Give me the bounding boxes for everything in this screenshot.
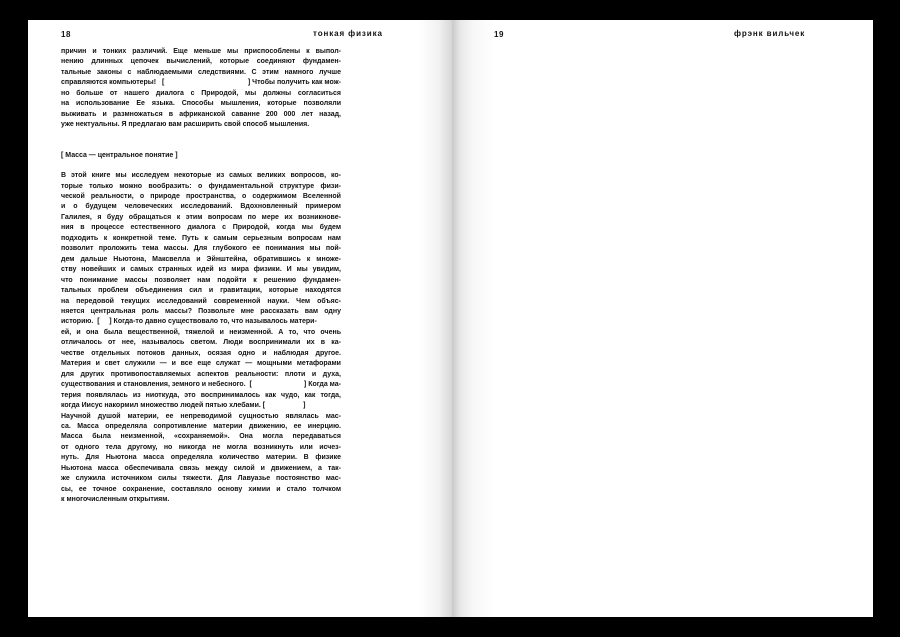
text-line: от одного тела другому, но никогда не могла возникнуть или исчез- <box>61 443 341 451</box>
text-line: няется центральная роль массы? Позвольте мне рассказать вам одну <box>61 307 341 315</box>
text-line: нуть. Для Ньютона масса определяла количество материи. В физике <box>61 454 341 462</box>
text-line: Масса была неизменной, «сохраняемой». Она могла передаваться <box>61 433 341 441</box>
text-line: позволит проложить тема массы. Для глубокого ее понимания мы пой- <box>61 245 341 253</box>
running-head-left: тонкая физика <box>313 29 383 38</box>
text-line: ческой реальности, о природе пространства, о содержимом Вселенной <box>61 192 341 200</box>
spacer <box>61 161 341 171</box>
text-line: В этой книге мы исследуем некоторые из самых великих вопросов, ко- <box>61 172 341 180</box>
text-line: честве отдельных потоков данных, осязая одно и наблюдая другое. <box>61 349 341 357</box>
text-segment: ] Когда ма- <box>303 381 341 389</box>
text-line: когда Иисус накормил множество людей пятью хлебами. [ ] <box>61 402 306 410</box>
page-number-left: 18 <box>61 30 72 39</box>
text-line <box>61 380 341 390</box>
text-line: же служила источником силы тяжести. Для Лавуазье постоянство мас- <box>61 475 341 483</box>
text-line: для других противопоставляемых аспектов реальности: плоти и духа, <box>61 370 341 378</box>
text-line: терия появлялась из ниоткуда, это воспринималось как чудо, как тогда, <box>61 391 341 399</box>
text-line: тальные законы с наблюдаемыми следствиями. С этим намного лучше <box>61 68 341 76</box>
text-line: дем дальше Ньютона, Максвелла и Эйнштейна, обратившись к множе- <box>61 255 341 263</box>
text-line: и о будущем человеческих исследований. Вдохновленный примером <box>61 203 341 211</box>
right-page <box>452 20 873 617</box>
text-line: что понимание массы позволяет нам подойти к решению фундамен- <box>61 276 341 284</box>
body-text <box>61 47 341 506</box>
text-line: историю. [ ] Когда-то давно существовало то, что называлось матери- <box>61 318 317 326</box>
text-line: Ньютона масса обеспечивала связь между силой и движением, а так- <box>61 464 341 472</box>
text-line: Научной душой материи, ее непреводимой сущностью являлась мас- <box>61 412 341 420</box>
text-line: са. Масса определяла сопротивление материи движению, ее инерцию. <box>61 422 341 430</box>
page-number-right: 19 <box>494 30 505 39</box>
text-line: ству новейших и самых странных идей из мира физики. И мы увидим, <box>61 266 341 274</box>
text-line: тальных проблем объединения сил и гравитации, которые находятся <box>61 287 341 295</box>
section-heading: [ Масса — центральное понятие ] <box>61 151 178 159</box>
text-line: ей, и она была вещественной, тяжелой и неизменной. А то, что очень <box>61 328 341 336</box>
text-line: подходить к конкретной теме. Путь к самым серьезным вопросам нам <box>61 234 341 242</box>
text-segment: когда Иисус накормил множество людей пятью хлебами. <box>61 402 261 410</box>
text-line: нению длинных цепочек вычислений, которые соединяют фундамен- <box>61 58 341 66</box>
text-line: но больше от нашего диалога с Природой, мы должны согласиться <box>61 89 341 97</box>
text-line: Галилея, я буду обращаться к этим вопросам по мере их возникнове- <box>61 213 341 221</box>
text-segment: справляются компьютеры! [ <box>61 79 165 87</box>
left-page <box>28 20 452 617</box>
text-segment: историю. <box>61 318 94 326</box>
text-line: выживать и размножаться в африканской саванне 200 000 лет назад, <box>61 110 341 118</box>
text-line <box>61 78 341 88</box>
text-line: уже нектуальны. Я предлагаю вам расширить свой способ мышления. <box>61 121 310 129</box>
text-line: ния в процессе естественного диалога с Природой, когда мы будем <box>61 224 341 232</box>
text-line: Материя и свет служили — и все еще служат — мощными метафорами <box>61 360 341 368</box>
spacer <box>61 131 341 151</box>
text-line: причин и тонких различий. Еще меньше мы приспособлены к выпол- <box>61 48 341 55</box>
text-line: торые только можно вообразить: о фундаментальной структуре физи- <box>61 182 341 190</box>
running-head-right: фрэнк вильчек <box>734 29 806 38</box>
text-segment: ] Когда-то давно существовало то, что называлось матери- <box>109 318 317 326</box>
text-segment: существования и становления, земного и небесного. [ <box>61 381 252 389</box>
text-segment: ] Чтобы получить как мож- <box>247 79 341 87</box>
text-line: к многочисленным открытиям. <box>61 496 170 504</box>
text-line: сы, ее точное сохранение, составляло основу химии и стало толчком <box>61 485 341 493</box>
book-spread <box>28 20 873 617</box>
text-line: на передовой текущих исследований современной науки. Чем объяс- <box>61 297 341 305</box>
text-line: на использование Ее языка. Способы мышления, которые позволяли <box>61 100 341 108</box>
text-line: отличалось от нее, называлось светом. Люди воспринимали их в ка- <box>61 339 341 347</box>
